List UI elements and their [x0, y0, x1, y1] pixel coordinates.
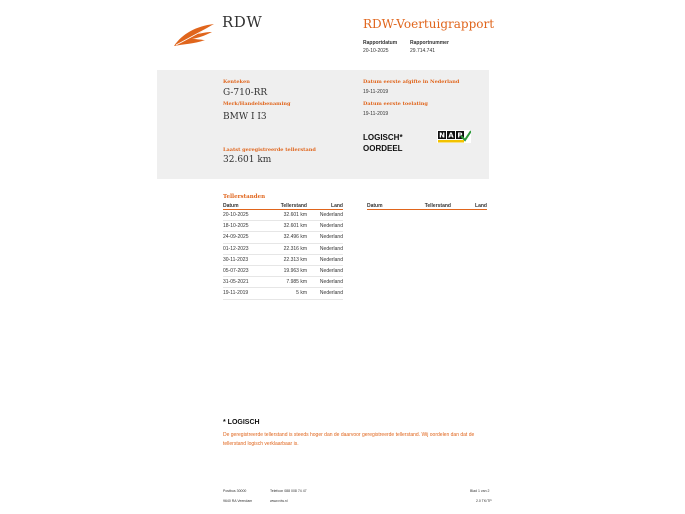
table-row: [223, 232, 343, 243]
cell-datum: 05-07-2023: [223, 265, 267, 276]
table-row: [223, 254, 343, 265]
footer-telefoon: Telefoon 088 008 74 47: [270, 489, 307, 493]
cell-datum: 24-09-2025: [223, 232, 267, 243]
column-header-land: Land: [451, 202, 487, 210]
cell-land: Nederland: [307, 288, 343, 299]
cell-land: Nederland: [307, 210, 343, 221]
cell-land: Nederland: [307, 232, 343, 243]
tellerstanden-table-2: [367, 202, 487, 210]
column-header-datum: Datum: [367, 202, 411, 210]
cell-tellerstand: 32.496 km: [267, 232, 307, 243]
cell-land: Nederland: [307, 221, 343, 232]
column-header-tellerstand: Tellerstand: [411, 202, 451, 210]
teller-value: 32.601 km: [223, 155, 272, 165]
cell-land: Nederland: [307, 254, 343, 265]
oordeel-line1: LOGISCH*: [363, 133, 403, 142]
kenteken-value: G-710-RR: [223, 88, 268, 98]
vehicle-panel: [157, 70, 489, 179]
rapportnummer-label: Rapportnummer: [410, 40, 449, 46]
cell-tellerstand: 22.313 km: [267, 254, 307, 265]
rapportdatum-label: Rapportdatum: [363, 40, 398, 46]
footnote-title: * LOGISCH: [223, 419, 260, 426]
merk-label: Merk/Handelsbenaming: [223, 101, 291, 107]
footer-website[interactable]: www.rdw.nl: [270, 499, 288, 503]
column-header-land: Land: [307, 202, 343, 210]
cell-tellerstand: 19.963 km: [267, 265, 307, 276]
footer-plaats: 9640 RA Veendam: [223, 499, 253, 503]
table-row: [223, 210, 343, 221]
teller-label: Laatst geregistreerde tellerstand: [223, 147, 316, 153]
cell-datum: 31-05-2021: [223, 277, 267, 288]
footer-version: 2.0 TK/TP: [476, 499, 492, 503]
table-row: [223, 288, 343, 299]
cell-datum: 01-12-2023: [223, 243, 267, 254]
cell-land: Nederland: [307, 243, 343, 254]
rapportnummer-value: 29.714.741: [410, 48, 436, 54]
column-header-datum: Datum: [223, 202, 267, 210]
cell-tellerstand: 7.985 km: [267, 277, 307, 288]
cell-tellerstand: 32.601 km: [267, 210, 307, 221]
cell-tellerstand: 5 km: [267, 288, 307, 299]
cell-datum: 20-10-2025: [223, 210, 267, 221]
table-row: [223, 243, 343, 254]
report-title: RDW-Voertuigrapport: [363, 17, 495, 31]
footnote-text: De geregistreerde tellerstand is steeds hoger dan de daarvoor geregistreerde tellerstand. Wij oordelen dan dat de tellerstand logisch verklaarbaar is.: [223, 432, 475, 447]
oordeel-badge: [363, 132, 403, 154]
kenteken-label: Kenteken: [223, 79, 250, 85]
merk-value: BMW I I3: [223, 112, 267, 122]
cell-tellerstand: 32.601 km: [267, 221, 307, 232]
oordeel-line2: OORDEEL: [363, 144, 403, 153]
nap-logo-icon: [437, 130, 471, 143]
table-row: [223, 277, 343, 288]
svg-text:P: P: [457, 131, 463, 140]
table-row: [223, 221, 343, 232]
footer-postbus: Postbus 30000: [223, 489, 247, 493]
footer-blad: Blad 1 van 2: [470, 489, 490, 493]
rapportdatum-value: 20-10-2025: [363, 48, 389, 54]
cell-tellerstand: 22.316 km: [267, 243, 307, 254]
cell-land: Nederland: [307, 265, 343, 276]
cell-datum: 18-10-2025: [223, 221, 267, 232]
cell-land: Nederland: [307, 277, 343, 288]
tellerstanden-table: [223, 202, 343, 300]
tellerstanden-title: Tellerstanden: [223, 194, 266, 200]
afgifte-value: 19-11-2019: [363, 89, 389, 95]
table-row: [223, 265, 343, 276]
svg-text:N: N: [439, 131, 445, 140]
toelating-label: Datum eerste toelating: [363, 101, 428, 107]
afgifte-label: Datum eerste afgifte in Nederland: [363, 79, 460, 85]
rdw-logo-icon: [172, 22, 216, 48]
column-header-tellerstand: Tellerstand: [267, 202, 307, 210]
toelating-value: 19-11-2019: [363, 111, 389, 117]
table-header-row: [223, 202, 343, 210]
table-header-row: [367, 202, 487, 210]
brand-name: RDW: [222, 13, 263, 31]
svg-text:A: A: [448, 131, 454, 140]
cell-datum: 30-11-2023: [223, 254, 267, 265]
cell-datum: 19-11-2019: [223, 288, 267, 299]
